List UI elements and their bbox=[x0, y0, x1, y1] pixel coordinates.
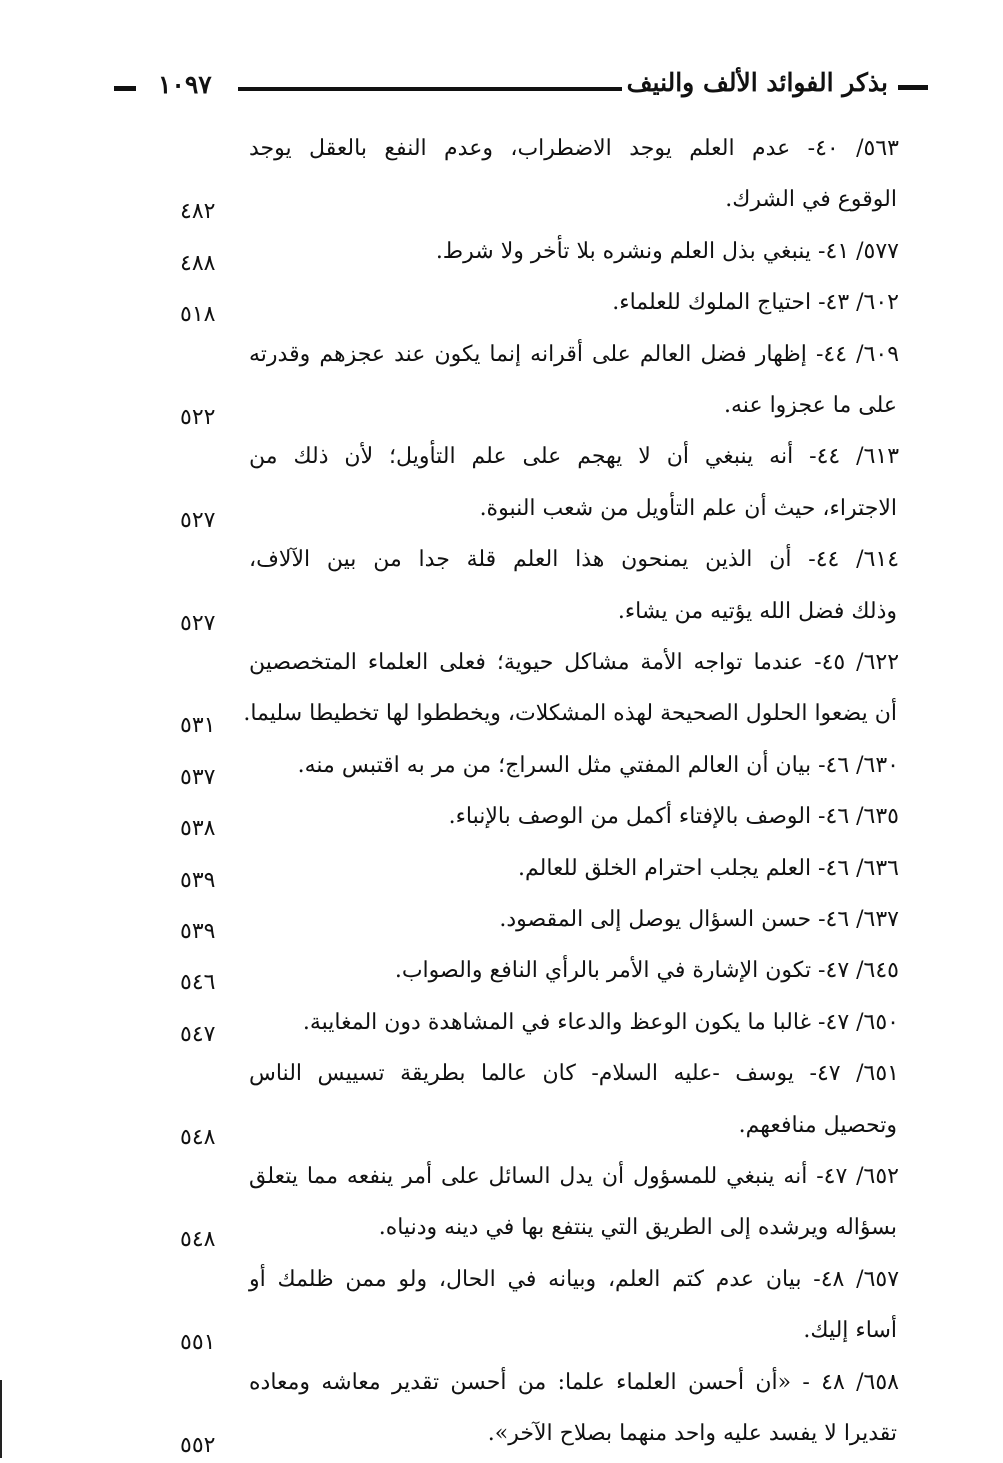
entry-page-ref: ٥٣١ bbox=[180, 713, 216, 739]
header-rule bbox=[238, 87, 622, 91]
entry-line: ٦٥٠/ ٤٧- غالبا ما يكون الوعظ والدعاء في المشاهدة دون المغايبة. bbox=[302, 1009, 899, 1035]
entry-line: ٦٣٠/ ٤٦- بيان أن العالم المفتي مثل السراج؛ من مر به اقتبس منه. bbox=[297, 752, 899, 778]
entry-line: ٦٥١/ ٤٧- يوسف -عليه السلام- كان عالما بطريقة تسييس الناس bbox=[249, 1061, 899, 1087]
entry-page-ref: ٥٢٧ bbox=[180, 507, 216, 533]
entry-line: أن يضعوا الحلول الصحيحة لهذه المشكلات، ويخططوا لها تخطيطا سليما. bbox=[243, 701, 897, 727]
entry-line: ٦٥٨/ ٤٨ - «أن أحسن العلماء علما: من أحسن تقدير معاشه ومعاده bbox=[249, 1369, 899, 1395]
entry-line: ٥٦٣/ ٤٠- عدم العلم يوجد الاضطراب، وعدم النفع بالعقل يوجد bbox=[249, 136, 899, 161]
entry-page-ref: ٥٤٧ bbox=[180, 1021, 216, 1047]
running-header bbox=[108, 66, 888, 110]
entry-line: ٦٤٥/ ٤٧- تكون الإشارة في الأمر بالرأي النافع والصواب. bbox=[394, 958, 899, 984]
entry-page-ref: ٥٢٢ bbox=[180, 405, 216, 430]
entry-page-ref: ٥٣٨ bbox=[180, 816, 216, 842]
running-title: بذكر الفوائد الألف والنيف bbox=[626, 68, 888, 97]
entry-line: وتحصيل منافعهم. bbox=[738, 1112, 897, 1138]
entry-line: ٦٠٢/ ٤٣- احتياج الملوك للعلماء. bbox=[612, 290, 899, 316]
header-dash-left bbox=[114, 86, 136, 91]
entry-page-ref: ٥٤٦ bbox=[180, 970, 216, 996]
entry-line: ٦٠٩/ ٤٤- إظهار فضل العالم على أقرانه إنما يكون عند عجزهم وقدرته bbox=[249, 341, 900, 367]
entry-line: الاجتراء، حيث أن علم التأويل من شعب النبوة. bbox=[479, 495, 897, 521]
entry-line: ٦٥٢/ ٤٧- أنه ينبغي للمسؤول أن يدل السائل على أمر ينفعه مما يتعلق bbox=[249, 1164, 899, 1189]
entry-line: ٦٢٢/ ٤٥- عندما تواجه الأمة مشاكل حيوية؛ فعلى العلماء المتخصصين bbox=[249, 650, 900, 675]
entry-line: تقديرا لا يفسد عليه واحد منهما بصلاح الآخر». bbox=[487, 1421, 897, 1446]
entry-line: ٦٥٧/ ٤٨- بيان عدم كتم العلم، وبيانه في الحال، ولو ممن ظلمك أو bbox=[249, 1266, 900, 1292]
entry-line: أساء إليك. bbox=[803, 1318, 897, 1344]
entry-line: بسؤاله ويرشده إلى الطريق التي ينتفع بها في دينه ودنياه. bbox=[378, 1215, 897, 1241]
entry-page-ref: ٥٥٢ bbox=[180, 1433, 216, 1458]
entry-line: ٦٣٦/ ٤٦- العلم يجلب احترام الخلق للعالم. bbox=[518, 855, 899, 881]
entry-line: ٦١٣/ ٤٤- أنه ينبغي أن لا يهجم على علم التأويل؛ لأن ذلك من bbox=[249, 444, 900, 470]
entry-page-ref: ٥٥١ bbox=[180, 1330, 216, 1356]
entry-line: ٦٣٥/ ٤٦- الوصف بالإفتاء أكمل من الوصف بالإنباء. bbox=[448, 804, 899, 830]
entry-line: الوقوع في الشرك. bbox=[725, 187, 897, 213]
header-dash-right bbox=[898, 85, 928, 90]
entry-page-ref: ٥٣٩ bbox=[180, 867, 216, 893]
entry-page-ref: ٤٨٢ bbox=[180, 199, 216, 225]
entry-page-ref: ٥٤٨ bbox=[180, 1227, 216, 1253]
entry-line: ٥٧٧/ ٤١- ينبغي بذل العلم ونشره بلا تأخر ولا شرط. bbox=[435, 238, 899, 264]
entry-line: وذلك فضل الله يؤتيه من يشاء. bbox=[617, 598, 897, 624]
entry-page-ref: ٥١٨ bbox=[180, 302, 216, 328]
page-number: ١٠٩٧ bbox=[158, 70, 212, 99]
entry-page-ref: ٥٢٧ bbox=[180, 610, 216, 636]
entry-line: على ما عجزوا عنه. bbox=[724, 393, 897, 418]
entry-page-ref: ٤٨٨ bbox=[180, 250, 216, 276]
entry-line: ٦١٤/ ٤٤- أن الذين يمنحون هذا العلم قلة جدا من بين الآلاف، bbox=[249, 547, 900, 573]
entry-page-ref: ٥٣٧ bbox=[180, 764, 216, 790]
entry-page-ref: ٥٣٩ bbox=[180, 919, 216, 944]
scan-edge-mark bbox=[0, 1380, 2, 1458]
entry-line: ٦٣٧/ ٤٦- حسن السؤال يوصل إلى المقصود. bbox=[499, 907, 899, 932]
entry-page-ref: ٥٤٨ bbox=[180, 1124, 216, 1150]
